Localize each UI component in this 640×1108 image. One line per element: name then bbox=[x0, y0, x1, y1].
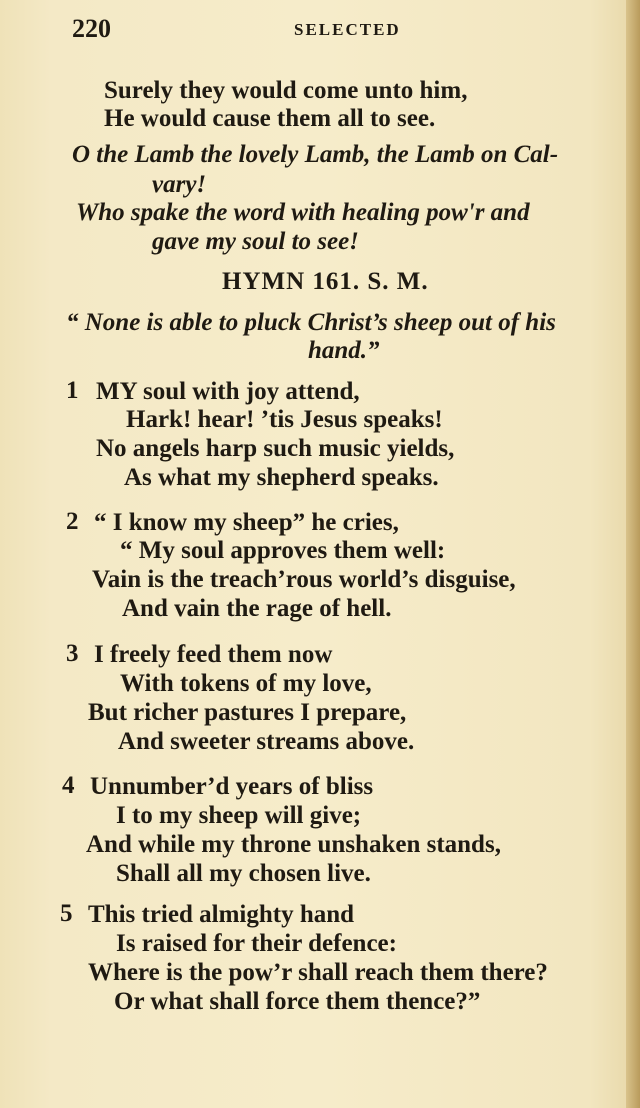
verse-line: And vain the rage of hell. bbox=[122, 595, 392, 622]
verse-line: Shall all my chosen live. bbox=[116, 860, 371, 887]
verse-line: As what my shepherd speaks. bbox=[124, 464, 439, 491]
verse-line: But richer pastures I prepare, bbox=[88, 699, 407, 726]
verse-line: This tried almighty hand bbox=[88, 901, 355, 928]
verse-line: Unnumber’d years of bliss bbox=[90, 773, 374, 800]
hymn-subtitle: “ None is able to pluck Christ’s sheep out of his bbox=[66, 309, 556, 336]
verse-number: 5 bbox=[60, 900, 73, 927]
running-title: SELECTED bbox=[294, 20, 401, 39]
verse-line: Vain is the treach’rous world’s disguise, bbox=[92, 566, 516, 593]
verse-line: And while my throne unshaken stands, bbox=[86, 831, 501, 858]
chorus-line: gave my soul to see! bbox=[152, 228, 359, 255]
verse-line: “ I know my sheep” he cries, bbox=[94, 509, 399, 536]
page-edge bbox=[626, 0, 640, 1108]
verse-line: Where is the pow’r shall reach them there? bbox=[88, 959, 548, 986]
verse-line: And sweeter streams above. bbox=[118, 728, 415, 755]
verse-number: 1 bbox=[66, 377, 79, 404]
chorus-line: vary! bbox=[152, 171, 207, 198]
verse-line: Or what shall force them thence?” bbox=[114, 988, 481, 1015]
hymn-subtitle: hand.” bbox=[308, 337, 380, 364]
page-number: 220 bbox=[72, 14, 111, 43]
verse-line: MY soul with joy attend, bbox=[96, 378, 360, 405]
verse-number: 4 bbox=[62, 772, 75, 799]
verse-number: 2 bbox=[66, 508, 79, 535]
hymn-title: HYMN 161. S. M. bbox=[222, 268, 429, 295]
verse-line: With tokens of my love, bbox=[120, 670, 372, 697]
verse-line: Hark! hear! ’tis Jesus speaks! bbox=[126, 406, 443, 433]
verse-number: 3 bbox=[66, 640, 79, 667]
chorus-line: O the Lamb the lovely Lamb, the Lamb on Cal- bbox=[72, 141, 559, 168]
verse-line: “ My soul approves them well: bbox=[120, 537, 446, 564]
verse-line: Is raised for their defence: bbox=[116, 930, 397, 957]
prev-hymn-line: He would cause them all to see. bbox=[104, 105, 436, 132]
verse-line: I to my sheep will give; bbox=[116, 802, 362, 829]
verse-line: I freely feed them now bbox=[94, 641, 333, 668]
chorus-line: Who spake the word with healing pow'r and bbox=[76, 199, 530, 226]
verse-line: No angels harp such music yields, bbox=[96, 435, 455, 462]
prev-hymn-line: Surely they would come unto him, bbox=[104, 77, 468, 104]
